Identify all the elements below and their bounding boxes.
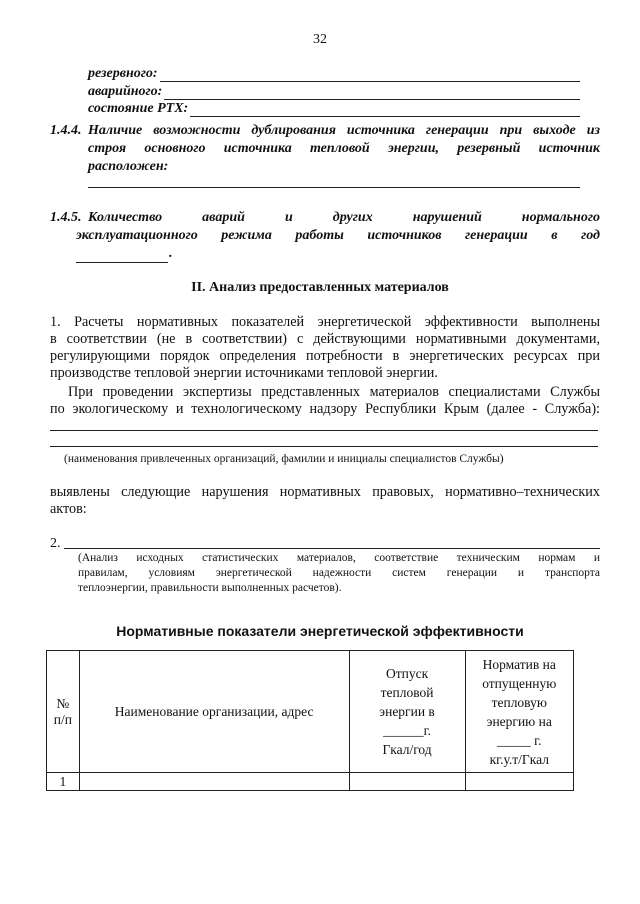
table-title: Нормативные показатели энергетической эффективности [116,623,524,639]
section-title: II. Анализ предоставленных материалов [191,280,449,295]
paragraph-1 [50,314,600,382]
paragraph-2 [50,384,600,418]
header-norm [465,651,573,773]
specialists-fill-line-1[interactable] [50,430,598,431]
analysis-note [78,551,600,596]
page-number: 32 [313,32,327,47]
emergency-label: аварийного: [88,84,163,99]
emergency-fill-row [88,84,580,100]
backup-source-fill-line[interactable] [88,187,580,188]
header-heat-supply-line5: Гкал/год [382,742,432,757]
specialists-fill-line-2[interactable] [50,446,598,447]
header-norm-line1: Норматив на [482,656,556,672]
header-number [47,651,80,773]
violations-fill-line[interactable] [64,548,600,549]
efficiency-table [46,650,574,791]
header-norm-line2: отпущенную [482,675,557,691]
paragraph-2-line1: При проведении экспертизы представленных материалов специалистами Службы [68,384,600,400]
header-norm-line3: тепловую [491,694,547,710]
header-norm-line6: кг.у.т/Гкал [489,751,549,767]
rth-state-label: состояние РТХ: [88,101,189,116]
paragraph-1-line3: регулирующими порядок определения потребности в энергетических ресурсах при [50,348,600,364]
paragraph-1-line4: производстве тепловой энергии источниками тепловой энергии. [50,365,438,381]
header-heat-supply-line1: Отпуск [385,666,429,681]
analysis-note-line1: (Анализ исходных статистических материалов, соответствие техническим нормам и [78,552,600,564]
header-heat-supply-line2: тепловой [380,685,434,700]
item-1-4-5-line2: эксплуатационного режима работы источников генерации в год [76,228,600,243]
item-2-number: 2. [50,536,61,551]
header-organization: Наименование организации, адрес [79,651,349,773]
reserve-fill-line[interactable] [160,68,580,82]
emergency-fill-line[interactable] [164,86,580,100]
header-number-line1: № [56,695,70,711]
item-1-4-4 [0,121,640,181]
table-row [47,773,574,791]
paragraph-1-line2: в соответствии (не в соответствии) с действующими нормативными документами, [50,331,600,347]
paragraph-1-line1: 1. Расчеты нормативных показателей энергетической эффективности выполнены [50,314,600,330]
reserve-fill-row [88,66,580,82]
paragraph-3-line1: выявлены следующие нарушения нормативных правовых, нормативно–технических [50,484,600,500]
header-norm-line4: энергию на [486,713,552,729]
paragraph-3 [50,484,600,518]
header-heat-supply-line3: энергии в [379,704,435,719]
header-number-line2: п/п [53,711,72,727]
row-1-organization-cell[interactable] [79,773,349,791]
rth-state-fill-line[interactable] [190,103,580,117]
analysis-note-line2: правилам, условиям энергетической надежности систем генерации и транспорта [78,567,600,579]
header-heat-supply-line4: ______г. [383,723,431,738]
header-norm-line5: _____ г. [497,732,542,748]
header-heat-supply [349,651,465,773]
item-1-4-5-number: 1.4.5. [50,210,82,225]
paragraph-3-line2: актов: [50,501,87,517]
item-1-4-4-number: 1.4.4. [50,123,82,138]
paragraph-2-line2: по экологическому и технологическому надзору Республики Крым (далее - Служба): [50,401,600,417]
row-1-norm-cell[interactable] [465,773,573,791]
item-1-4-5-line1: Количество аварий и других нарушений нормального [88,210,600,225]
item-1-4-4-line1: Наличие возможности дублирования источника генерации при выходе из [88,123,600,138]
row-1-number: 1 [47,773,80,791]
item-1-4-4-line2: строя основного источника тепловой энергии, резервный источник [88,141,600,156]
item-1-4-4-line3: расположен: [88,159,169,174]
analysis-note-line3: теплоэнергии, правильности выполненных расчетов). [78,582,342,594]
item-1-4-5 [0,208,640,268]
accidents-count-fill-line[interactable] [76,248,168,263]
table-header-row [47,651,574,773]
item-1-4-5-period: . [169,246,173,261]
row-1-heat-supply-cell[interactable] [349,773,465,791]
rth-state-fill-row [88,101,580,117]
specialists-note: (наименования привлеченных организаций, фамилии и инициалы специалистов Службы) [64,453,504,465]
reserve-label: резервного: [88,66,158,81]
